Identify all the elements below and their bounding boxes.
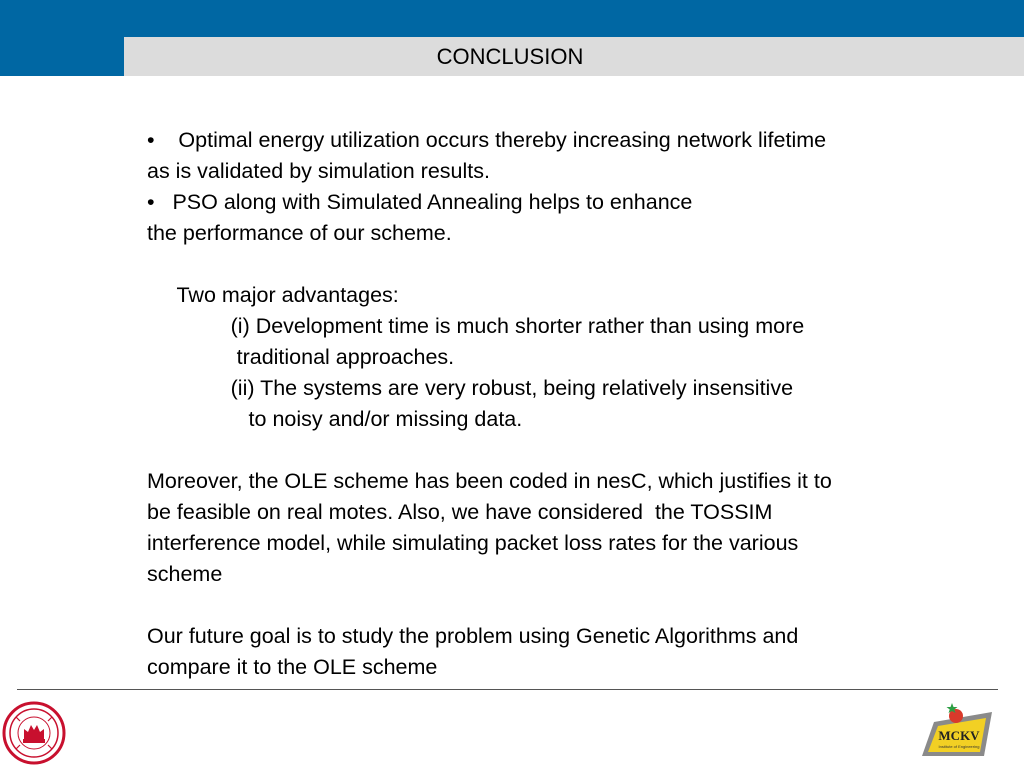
slide-body [147, 125, 987, 683]
body-line: • PSO along with Simulated Annealing helps to enhance [147, 190, 693, 214]
blank-line [147, 249, 987, 280]
footer-divider [17, 689, 998, 690]
slide-title: CONCLUSION [436, 44, 584, 69]
body-line: (ii) The systems are very robust, being relatively insensitive [147, 376, 794, 400]
university-seal-icon [2, 699, 66, 767]
body-line: traditional approaches. [147, 345, 455, 369]
body-line: • Optimal energy utilization occurs thereby increasing network lifetime [147, 128, 827, 152]
mckv-logo-icon [916, 700, 1000, 764]
body-line: as is validated by simulation results. [147, 159, 490, 183]
blank-line [147, 435, 987, 466]
body-line: compare it to the OLE scheme [147, 655, 438, 679]
body-line: the performance of our scheme. [147, 221, 452, 245]
title-bar [124, 37, 1024, 76]
body-line: scheme [147, 562, 223, 586]
body-line: (i) Development time is much shorter rather than using more [147, 314, 805, 338]
body-line: Our future goal is to study the problem using Genetic Algorithms and [147, 624, 799, 648]
body-line: Two major advantages: [147, 283, 399, 307]
body-line: Moreover, the OLE scheme has been coded in nesC, which justifies it to [147, 469, 832, 493]
mckv-logo-text: MCKV [938, 728, 980, 743]
slide-title-wrap [124, 37, 1024, 76]
body-line: to noisy and/or missing data. [147, 407, 523, 431]
mckv-logo-subtext: Institute of Engineering [938, 744, 980, 749]
body-line: be feasible on real motes. Also, we have considered the TOSSIM [147, 500, 773, 524]
blank-line [147, 590, 987, 621]
body-line: interference model, while simulating packet loss rates for the various [147, 531, 799, 555]
